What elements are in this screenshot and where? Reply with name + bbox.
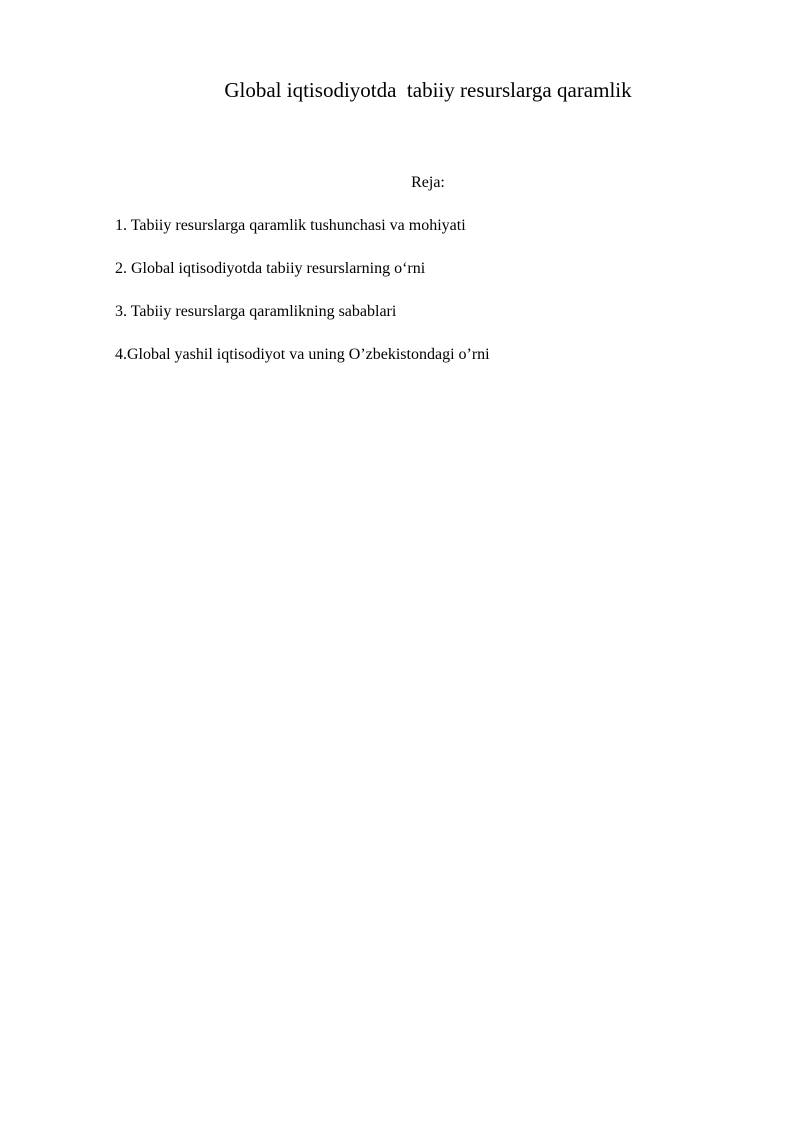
plan-list (115, 215, 490, 387)
plan-item: 3. Tabiiy resurslarga qaramlikning sabablari (115, 303, 397, 320)
plan-heading: Reja: (411, 174, 445, 191)
plan-item: 4.Global yashil iqtisodiyot va uning O’zbekistondagi o’rni (115, 346, 490, 363)
plan-item: 2. Global iqtisodiyotda tabiiy resurslarning o‘rni (115, 260, 426, 277)
document-title: Global iqtisodiyotda tabiiy resurslarga qaramlik (224, 78, 632, 102)
plan-item: 1. Tabiiy resurslarga qaramlik tushunchasi va mohiyati (115, 217, 466, 234)
